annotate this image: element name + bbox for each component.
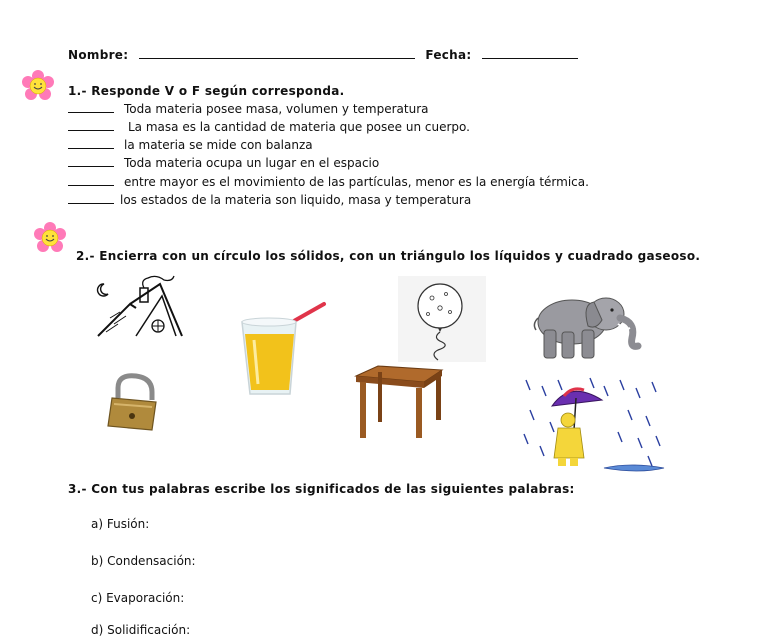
q2-title: 2.- Encierra con un círculo los sólidos, con un triángulo los líquidos y cuadrado gaseoso. [76,249,701,263]
house-chimney-smoke-image [90,274,186,342]
q1-item: Toda materia posee masa, volumen y temperatura [68,101,429,116]
elephant-image [532,290,644,362]
answer-blank[interactable] [68,137,114,149]
name-row [68,46,578,62]
q3-item-solidification: d) Solidificación: [91,623,191,637]
q3-title: 3.- Con tus palabras escribe los significados de las siguientes palabras: [68,482,575,496]
q1-item: entre mayor es el movimiento de las partículas, menor es la energía térmica. [68,174,589,189]
q1-item: los estados de la materia son liquido, masa y temperatura [68,192,471,207]
name-label: Nombre: [68,48,129,62]
q3-item-condensation: b) Condensación: [91,554,196,568]
flower-icon [34,222,66,252]
answer-blank[interactable] [68,155,114,167]
answer-blank[interactable] [68,101,114,113]
balloon-image [398,276,486,362]
date-field[interactable] [482,46,578,59]
date-label: Fecha: [425,48,472,62]
q1-item: la materia se mide con balanza [68,137,313,152]
juice-glass-image [238,300,330,398]
flower-icon [22,70,54,100]
answer-blank[interactable] [68,192,114,204]
padlock-image [104,372,166,434]
q1-item: Toda materia ocupa un lugar en el espacio [68,155,379,170]
q1-title: 1.- Responde V o F según corresponda. [68,84,345,98]
wooden-table-image [352,364,444,440]
name-field[interactable] [139,46,415,59]
person-umbrella-rain-image [520,376,664,476]
q1-item: La masa es la cantidad de materia que posee un cuerpo. [68,119,470,134]
q3-item-fusion: a) Fusión: [91,517,150,531]
answer-blank[interactable] [68,174,114,186]
answer-blank[interactable] [68,119,114,131]
q3-item-evaporation: c) Evaporación: [91,591,185,605]
